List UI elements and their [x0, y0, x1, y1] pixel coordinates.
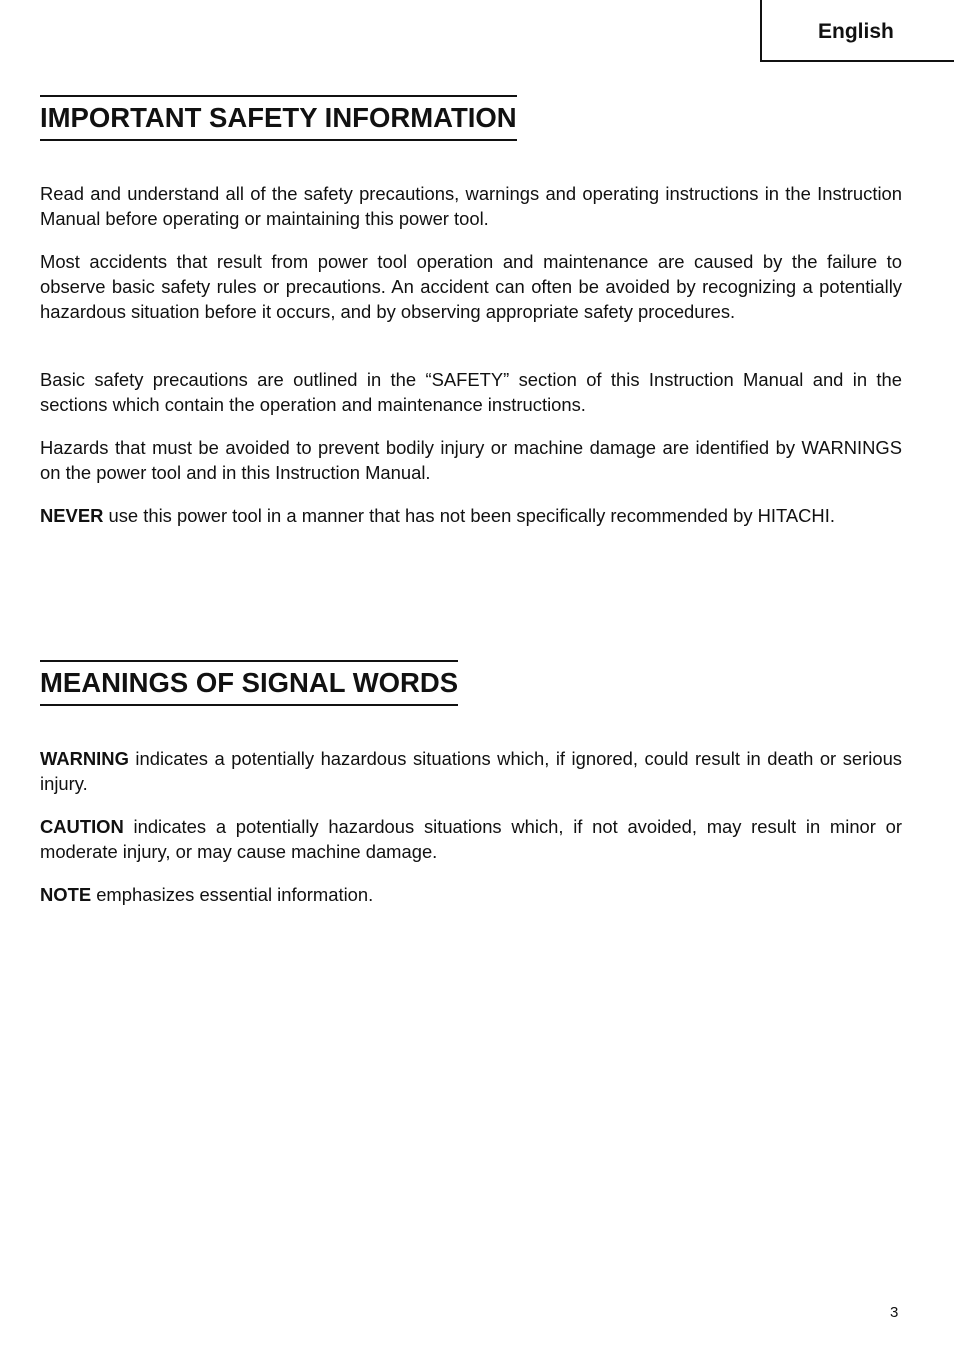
page-number: 3: [890, 1304, 899, 1321]
warning-paragraph: [40, 746, 902, 796]
caution-text: indicates a potentially hazardous situations which, if not avoided, may result in minor or moderate injury, or may cause machine damage.: [40, 816, 902, 862]
warning-text: indicates a potentially hazardous situations which, if ignored, could result in death or serious injury.: [40, 748, 902, 794]
signal-words-heading: MEANINGS OF SIGNAL WORDS: [40, 660, 458, 706]
caution-paragraph: [40, 814, 902, 864]
language-tab: [760, 0, 954, 62]
never-term: NEVER: [40, 505, 104, 526]
language-label: English: [818, 20, 894, 43]
note-paragraph: [40, 882, 902, 907]
note-text: emphasizes essential information.: [91, 884, 374, 905]
safety-paragraph-3: Basic safety precautions are outlined in the “SAFETY” section of this Instruction Manual and in the sections which contain the operation and maintenance instructions.: [40, 369, 902, 415]
never-text: use this power tool in a manner that has not been specifically recommended by HITACHI.: [103, 505, 835, 526]
safety-paragraph-4: Hazards that must be avoided to prevent bodily injury or machine damage are identified by WARNINGS on the power tool and in this Instruction Manual.: [40, 437, 902, 483]
caution-term: CAUTION: [40, 816, 124, 837]
safety-paragraph-1: Read and understand all of the safety precautions, warnings and operating instructions in the Instruction Manual before operating or maintaining this power tool.: [40, 183, 902, 229]
warning-term: WARNING: [40, 748, 129, 769]
safety-paragraph-2: Most accidents that result from power tool operation and maintenance are caused by the failure to observe basic safety rules or precautions. An accident can often be avoided by recognizing a potentially hazardous situation before it occurs, and by observing appropriate safety procedures.: [40, 251, 902, 322]
note-term: NOTE: [40, 884, 92, 905]
never-paragraph: [40, 503, 902, 528]
safety-info-heading: IMPORTANT SAFETY INFORMATION: [40, 95, 517, 141]
